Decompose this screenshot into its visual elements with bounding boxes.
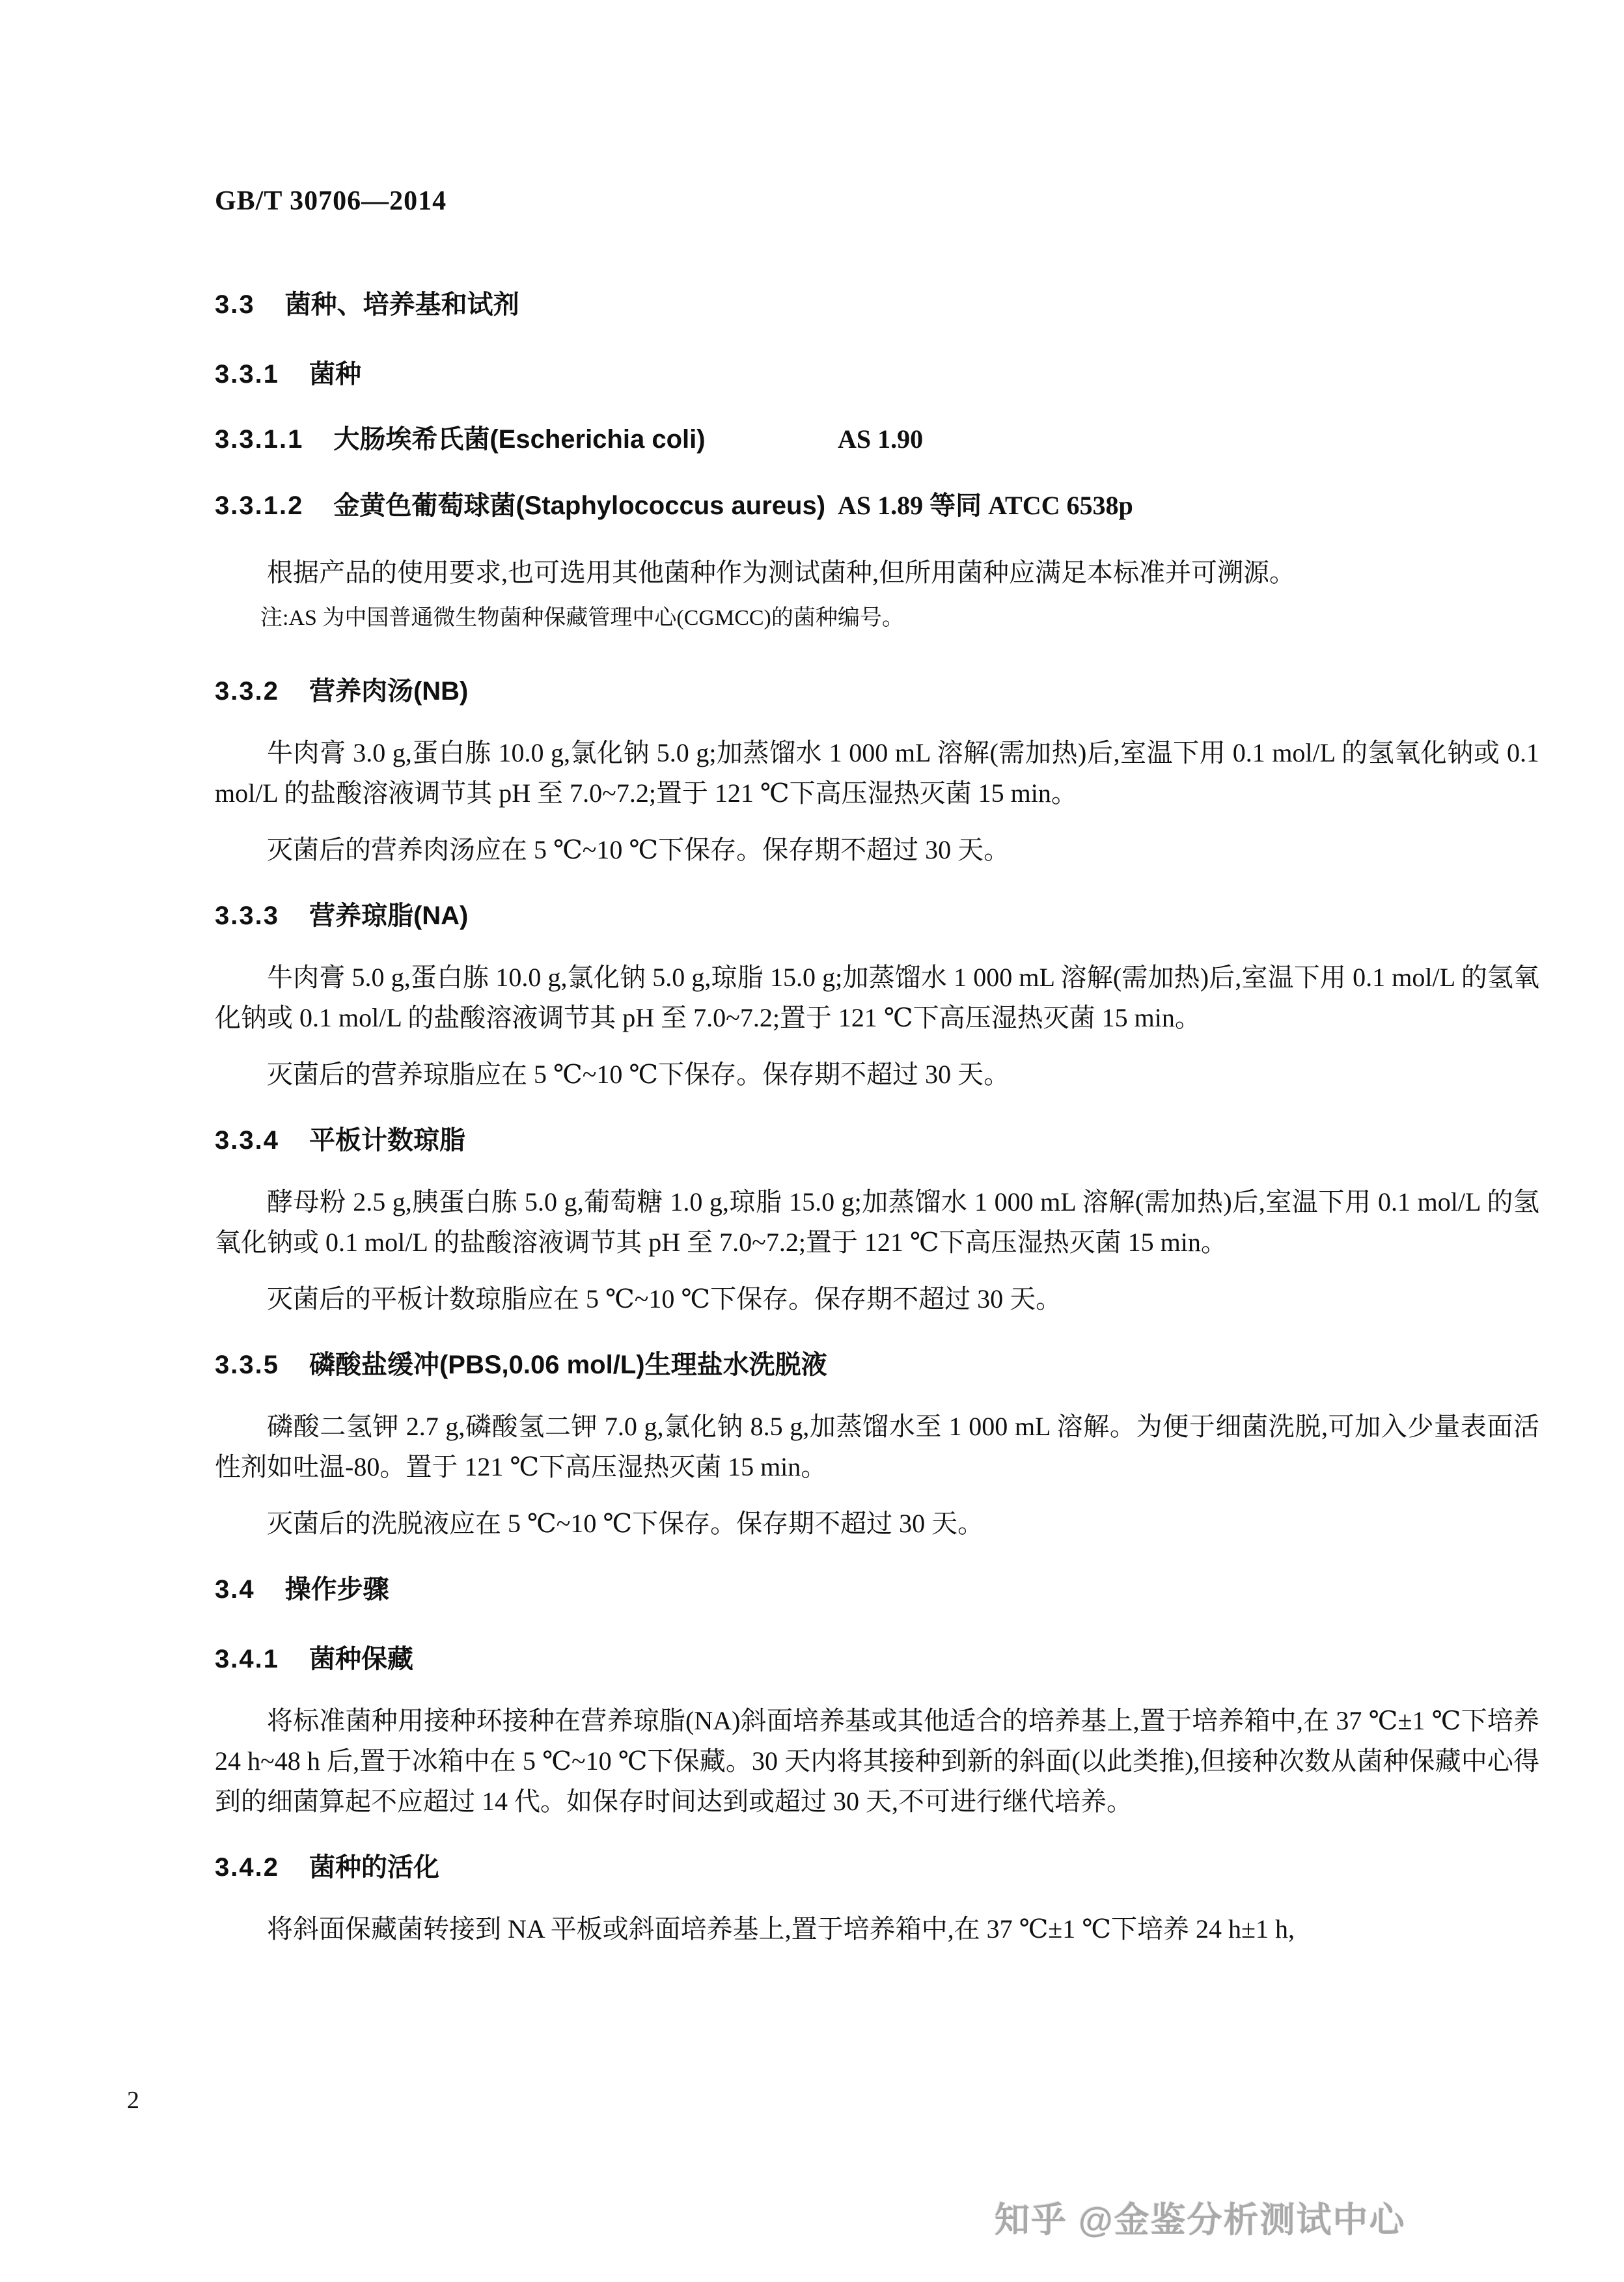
clause-number: 3.3 [215,290,255,319]
strain-name: 大肠埃希氏菌(Escherichia coli) [333,425,706,454]
clause-heading-3-4-2 [215,1851,1539,1884]
clause-number: 3.3.1 [215,360,279,389]
clause-title: 平板计数琼脂 [309,1126,465,1155]
document-body [215,0,1539,1949]
clause-heading-3-4 [215,1573,1539,1606]
body-paragraph: 灭菌后的平板计数琼脂应在 5 ℃~10 ℃下保存。保存期不超过 30 天。 [267,1284,1062,1313]
body-paragraph: 灭菌后的洗脱液应在 5 ℃~10 ℃下保存。保存期不超过 30 天。 [267,1509,984,1538]
body-paragraph: 牛肉膏 5.0 g,蛋白胨 10.0 g,氯化钠 5.0 g,琼脂 15.0 g;加蒸馏水 1 000 mL 溶解(需加热)后,室温下用 0.1 mol/L 的氢氧化钠或 0.1 mol/L 的盐酸溶液调节其 pH 至 7.0~7.2;置于 121 ℃下高压湿热灭菌 15 min。 [215,963,1539,1032]
clause-number: 3.3.3 [215,901,279,930]
clause-heading-3-3-5 [215,1349,1539,1381]
clause-heading-3-3-2 [215,675,1539,708]
body-paragraph: 磷酸二氢钾 2.7 g,磷酸氢二钾 7.0 g,氯化钠 8.5 g,加蒸馏水至 1 000 mL 溶解。为便于细菌洗脱,可加入少量表面活性剂如吐温-80。置于 121 ℃下高压湿热灭菌 15 min。 [215,1412,1539,1481]
clause-title: 操作步骤 [284,1575,389,1604]
strain-name: 金黄色葡萄球菌(Staphylococcus aureus) [333,491,826,520]
clause-number: 3.4 [215,1575,255,1604]
clause-title: 营养琼脂(NA) [309,901,469,930]
clause-heading-3-4-1 [215,1643,1539,1675]
clause-heading-3-3-1 [215,358,1539,391]
body-paragraph: 将标准菌种用接种环接种在营养琼脂(NA)斜面培养基或其他适合的培养基上,置于培养箱中,在 37 ℃±1 ℃下培养 24 h~48 h 后,置于冰箱中在 5 ℃~10 ℃下保藏。30 天内将其接种到新的斜面(以此类推),但接种次数从菌种保藏中心得到的细菌算起不应超过 14 代。如保存时间达到或超过 30 天,不可进行继代培养。 [215,1706,1539,1816]
note-text: 注:AS 为中国普通微生物菌种保藏管理中心(CGMCC)的菌种编号。 [260,606,904,630]
clause-heading-3-3 [215,288,1539,321]
body-paragraph: 牛肉膏 3.0 g,蛋白胨 10.0 g,氯化钠 5.0 g;加蒸馏水 1 000 mL 溶解(需加热)后,室温下用 0.1 mol/L 的氢氧化钠或 0.1 mol/L 的盐酸溶液调节其 pH 至 7.0~7.2;置于 121 ℃下高压湿热灭菌 15 min。 [215,738,1539,808]
clause-number: 3.3.1.2 [215,491,304,520]
strain-code: AS 1.89 等同 ATCC 6538p [838,491,1133,520]
clause-heading-3-3-4 [215,1124,1539,1157]
clause-title: 磷酸盐缓冲(PBS,0.06 mol/L)生理盐水洗脱液 [309,1351,827,1379]
clause-title: 菌种的活化 [309,1853,439,1882]
strain-item-ecoli [215,423,1539,456]
clause-number: 3.4.2 [215,1853,279,1882]
body-paragraph: 酵母粉 2.5 g,胰蛋白胨 5.0 g,葡萄糖 1.0 g,琼脂 15.0 g;加蒸馏水 1 000 mL 溶解(需加热)后,室温下用 0.1 mol/L 的氢氧化钠或 0.1 mol/L 的盐酸溶液调节其 pH 至 7.0~7.2;置于 121 ℃下高压湿热灭菌 15 min。 [215,1187,1539,1257]
clause-title: 菌种 [309,360,361,389]
body-paragraph: 将斜面保藏菌转接到 NA 平板或斜面培养基上,置于培养箱中,在 37 ℃±1 ℃下培养 24 h±1 h, [267,1914,1295,1944]
clause-heading-3-3-3 [215,900,1539,932]
clause-number: 3.3.5 [215,1351,279,1379]
standard-number-header: GB/T 30706—2014 [215,186,447,216]
clause-number: 3.3.1.1 [215,425,304,454]
clause-number: 3.3.2 [215,677,279,706]
body-paragraph: 灭菌后的营养琼脂应在 5 ℃~10 ℃下保存。保存期不超过 30 天。 [267,1060,1010,1089]
body-paragraph: 根据产品的使用要求,也可选用其他菌种作为测试菌种,但所用菌种应满足本标准并可溯源。 [267,558,1295,587]
strain-item-saureus [215,489,1539,522]
clause-number: 3.3.4 [215,1126,279,1155]
body-paragraph: 灭菌后的营养肉汤应在 5 ℃~10 ℃下保存。保存期不超过 30 天。 [267,835,1010,864]
watermark: 知乎 @金鉴分析测试中心 [995,2201,1406,2240]
clause-number: 3.4.1 [215,1645,279,1673]
clause-title: 菌种、培养基和试剂 [284,290,519,319]
page-number: 2 [127,2087,139,2114]
clause-title: 菌种保藏 [309,1645,413,1673]
strain-code: AS 1.90 [838,424,924,454]
clause-title: 营养肉汤(NB) [309,677,469,706]
